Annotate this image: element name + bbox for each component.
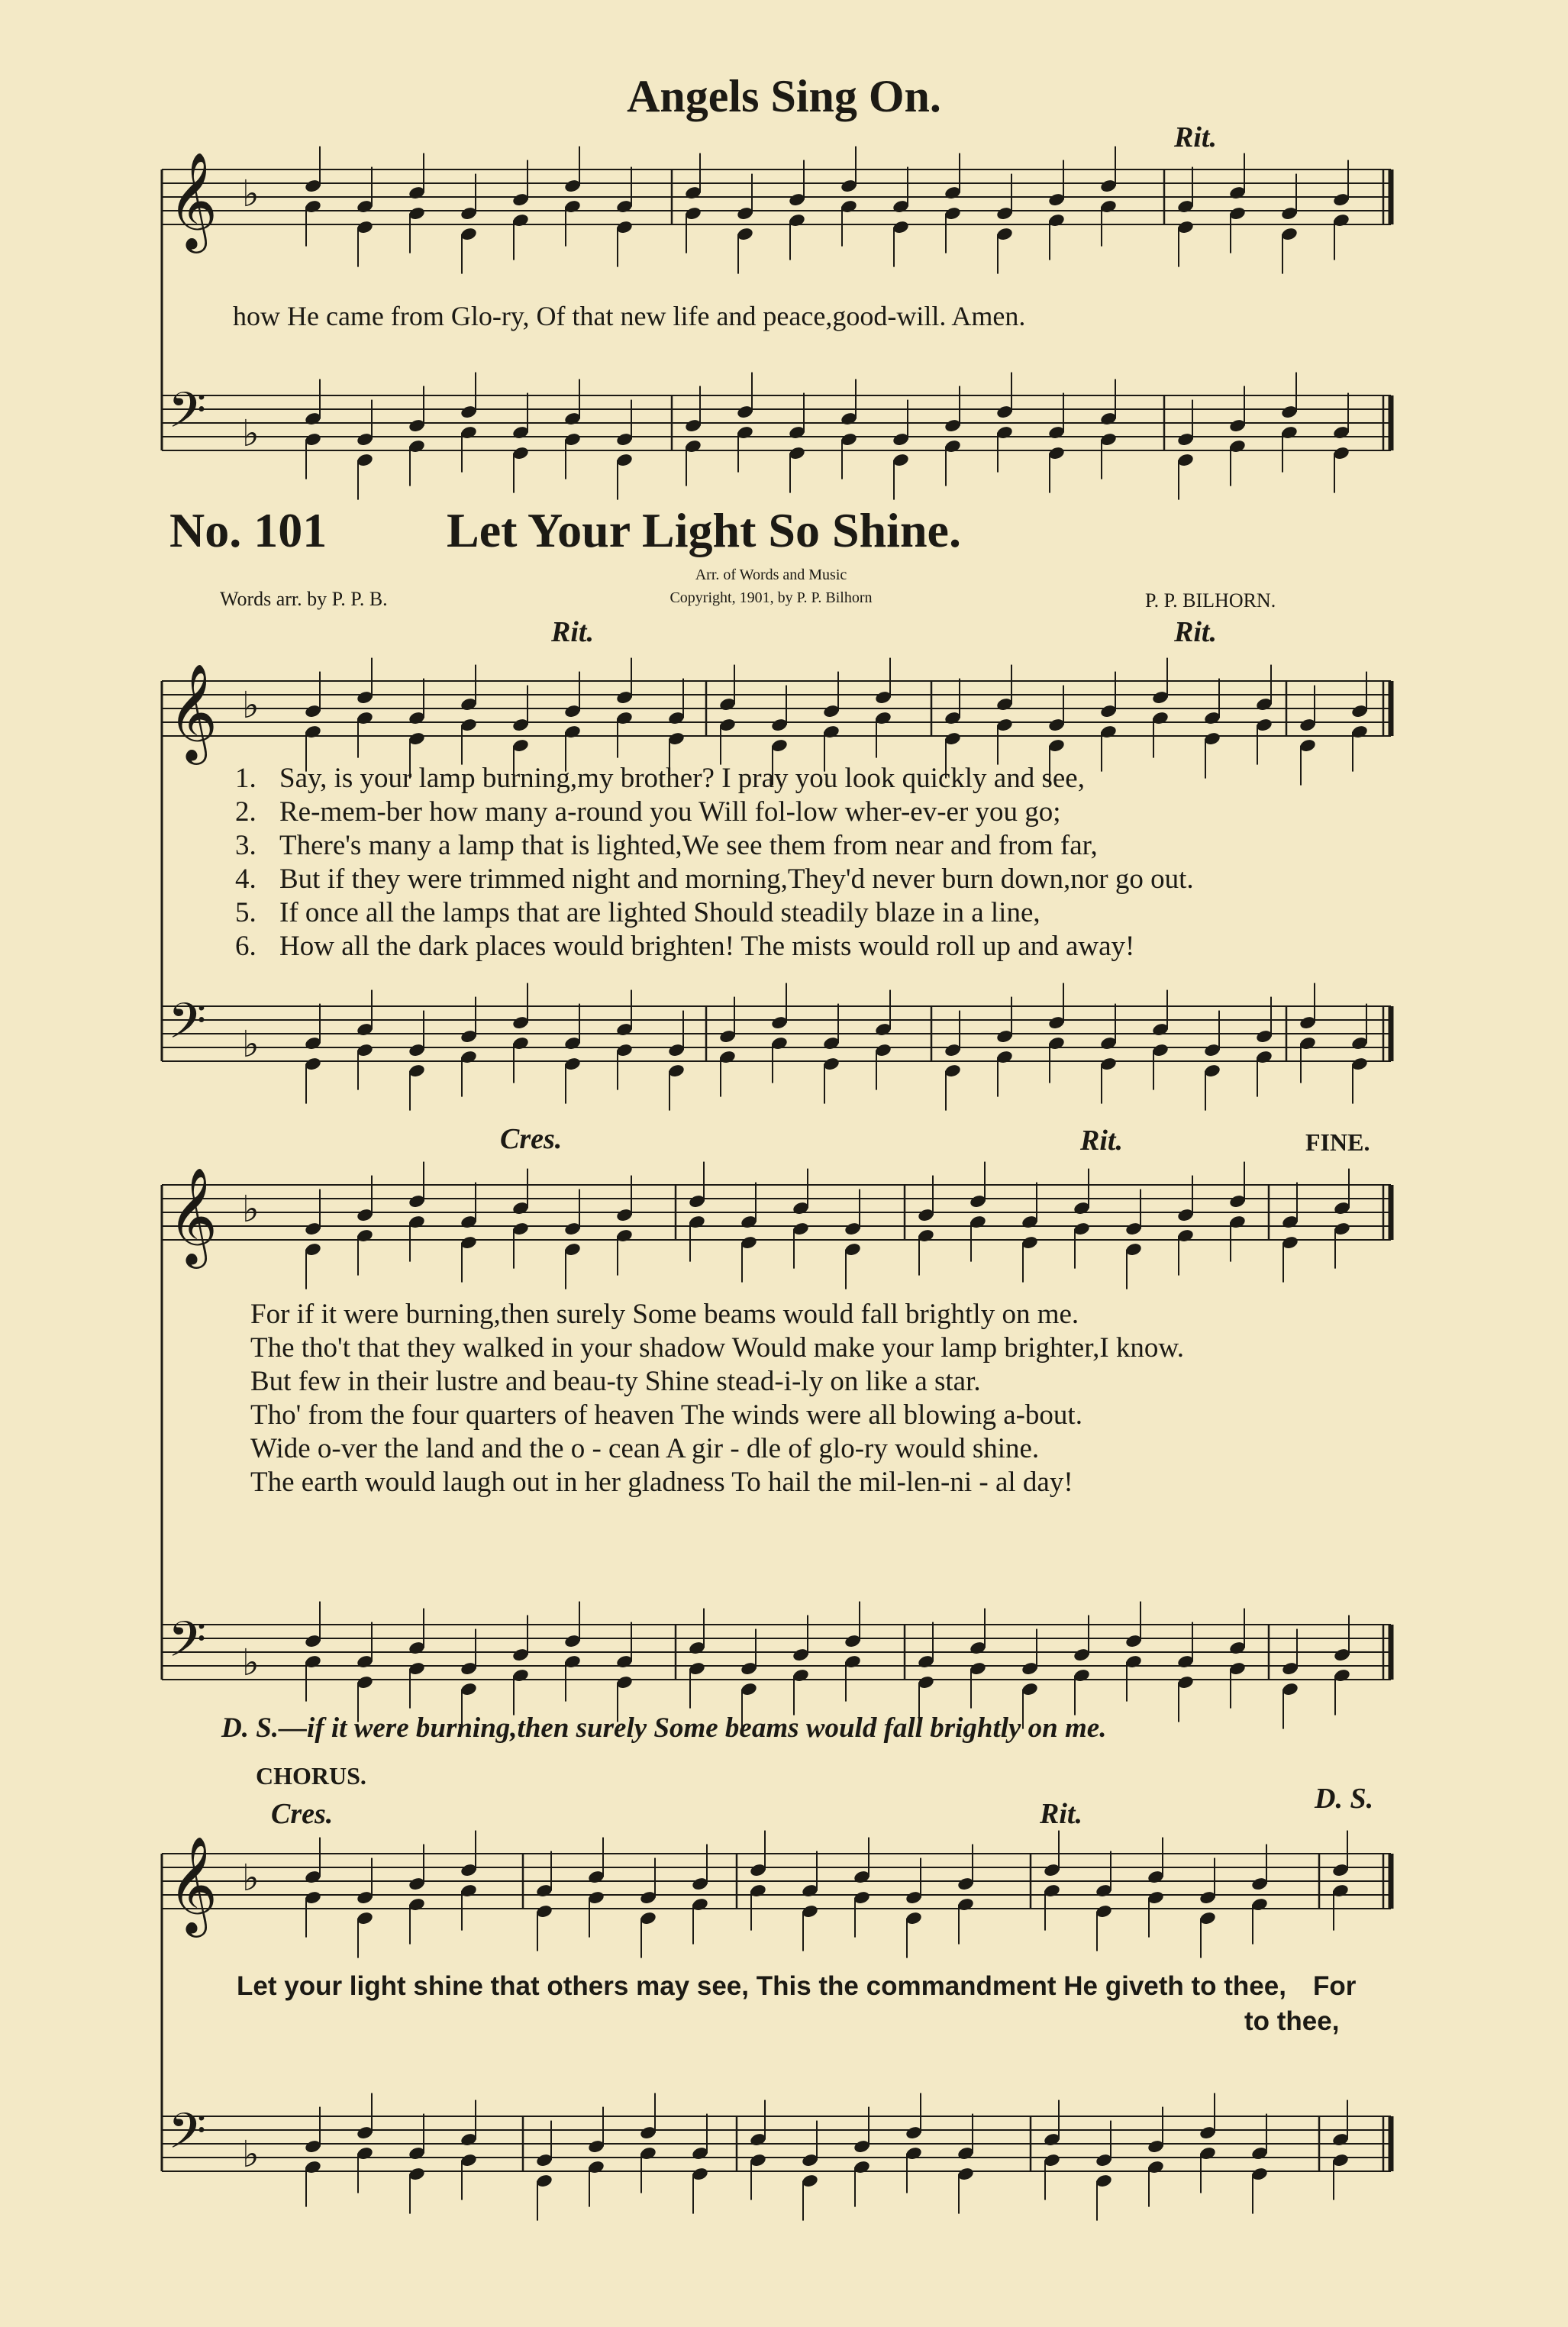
chorus-rit-marking: Rit. xyxy=(1040,1798,1082,1830)
verse-ending-line: Tho' from the four quarters of heaven The winds were all blowing a-bout. xyxy=(250,1399,1082,1431)
verse-line: 4. But if they were trimmed night and morning,They'd never burn down,nor go out. xyxy=(235,863,1194,895)
bass-clef: 𝄢 xyxy=(168,382,207,451)
flat-key-signature: ♭ xyxy=(242,412,260,455)
ds-marking: D. S. xyxy=(1315,1783,1374,1815)
cres-marking: Cres. xyxy=(500,1123,563,1155)
verse-rit-marking-2: Rit. xyxy=(1174,616,1217,648)
verse-line: 6. How all the dark places would brighten! The mists would roll up and away! xyxy=(235,931,1135,962)
chorus-label: CHORUS. xyxy=(256,1762,366,1790)
verse-ending-line: The tho't that they walked in your shadow Would make your lamp brighter,I know. xyxy=(250,1332,1184,1364)
angels-rit-marking: Rit. xyxy=(1174,121,1217,153)
rit-marking-3: Rit. xyxy=(1080,1125,1123,1157)
angels-lyric-line: how He came from Glo-ry, Of that new life and peace,good-will. Amen. xyxy=(233,301,1026,331)
chorus-cres-marking: Cres. xyxy=(271,1798,334,1830)
arrangement-line: Arr. of Words and Music xyxy=(695,566,847,583)
flat-key-signature: ♭ xyxy=(242,173,260,215)
verse-line: 5. If once all the lamps that are lighted Should steadily blaze in a line, xyxy=(235,897,1040,928)
flat-key-signature: ♭ xyxy=(242,1857,260,1899)
flat-key-signature: ♭ xyxy=(242,684,260,727)
ds-instruction: D. S.—if it were burning,then surely Some beams would fall brightly on me. xyxy=(221,1712,1107,1744)
hymn-number: No. 101 xyxy=(169,503,327,557)
composer-credit: P. P. BILHORN. xyxy=(1145,589,1276,612)
treble-clef: 𝄞 xyxy=(168,663,218,760)
treble-clef: 𝄞 xyxy=(168,1835,218,1933)
flat-key-signature: ♭ xyxy=(242,2133,260,2176)
flat-key-signature: ♭ xyxy=(242,1641,260,1684)
bass-clef: 𝄢 xyxy=(168,993,207,1062)
hymn-title: Let Your Light So Shine. xyxy=(447,503,961,557)
bass-clef: 𝄢 xyxy=(168,1612,207,1680)
chorus-lyric-to-thee: to thee, xyxy=(1244,2006,1340,2036)
verse-ending-line: The earth would laugh out in her gladness To hail the mil-len-ni - al day! xyxy=(250,1467,1073,1498)
angels-title: Angels Sing On. xyxy=(627,71,941,121)
words-credit: Words arr. by P. P. B. xyxy=(220,588,388,610)
bass-clef: 𝄢 xyxy=(168,2103,207,2172)
verse-rit-marking-1: Rit. xyxy=(551,616,594,648)
treble-clef: 𝄞 xyxy=(168,151,218,249)
verse-ending-line: Wide o-ver the land and the o - cean A gir - dle of glo-ry would shine. xyxy=(250,1433,1040,1464)
chorus-lyric-for: For xyxy=(1313,1971,1357,2001)
verse-ending-line: But few in their lustre and beau-ty Shine stead-i-ly on like a star. xyxy=(250,1366,981,1397)
flat-key-signature: ♭ xyxy=(242,1188,260,1231)
chorus-lyric-line: Let your light shine that others may see, This the commandment He giveth to thee, xyxy=(237,1971,1286,2001)
verse-ending-line: For if it were burning,then surely Some beams would fall brightly on me. xyxy=(250,1299,1079,1330)
verse-line: 3. There's many a lamp that is lighted,We see them from near and from far, xyxy=(235,830,1098,861)
flat-key-signature: ♭ xyxy=(242,1023,260,1066)
verse-line: 1. Say, is your lamp burning,my brother? I pray you look quickly and see, xyxy=(235,763,1085,794)
treble-clef: 𝄞 xyxy=(168,1167,218,1264)
fine-marking: FINE. xyxy=(1305,1128,1370,1156)
verse-line: 2. Re-mem-ber how many a-round you Will fol-low wher-ev-er you go; xyxy=(235,796,1061,828)
copyright-line: Copyright, 1901, by P. P. Bilhorn xyxy=(669,589,873,606)
